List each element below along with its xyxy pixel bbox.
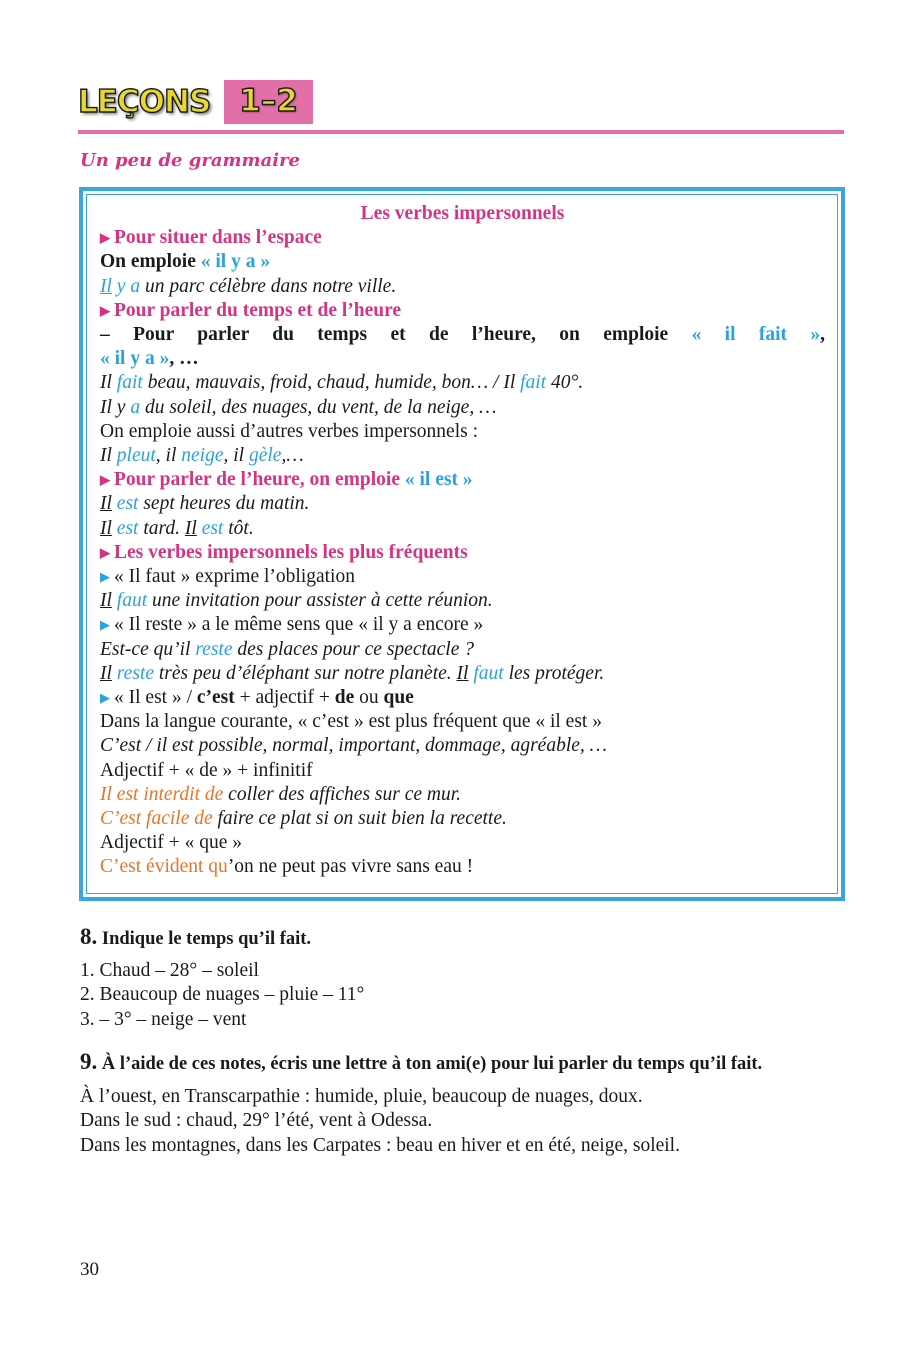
reste-example-1: Est-ce qu’il reste des places pour ce spectacle ? [100,638,475,660]
weather-heading: ▶ Pour parler du temps et de l’heure [100,299,402,321]
adjective-de-example-2: C’est facile de faire ce plat si on suit bien la recette. [100,808,507,830]
lesson-header [78,80,844,140]
page-number: 30 [80,1259,99,1280]
reste-example-2: Il reste très peu d’éléphant sur notre planète. Il faut les protéger. [100,662,605,684]
triangle-bullet-icon: ▶ [100,690,110,706]
weather-example-1: Il fait beau, mauvais, froid, chaud, humide, bon… / Il fait 40°. [100,372,584,394]
list-item: À l’ouest, en Transcarpathie : humide, pluie, beaucoup de nuages, doux. [80,1086,643,1107]
triangle-bullet-icon: ▶ [100,472,110,488]
grammar-title: Les verbes impersonnels [360,203,565,224]
space-example: Il y a un parc célèbre dans notre ville. [100,275,397,297]
cest-common: Dans la langue courante, « c’est » est plus fréquent que « il est » [100,711,602,733]
frequent-heading: ▶ Les verbes impersonnels les plus fréquents [100,541,468,563]
exercise-8-heading: 8. Indique le temps qu’il fait. [80,924,312,949]
weather-rule-line1: – Pour parler du temps et de l’heure, on emploie « il fait », [100,324,825,346]
adjective-que-rule: Adjectif + « que » [100,832,243,854]
section-title: Un peu de grammaire [80,150,301,171]
exercise-8 [80,925,845,1032]
faut-rule: ▶ « Il faut » exprime l’obligation [100,566,355,588]
grammar-box-content [86,194,838,894]
list-item: 2. Beaucoup de nuages – pluie – 11° [80,984,365,1006]
other-verbs-rule: On emploie aussi d’autres verbes impersonnels : [100,420,478,442]
exercise-9 [80,1050,845,1158]
cest-adjectives: C’est / il est possible, normal, important, dommage, agréable, … [100,735,607,757]
triangle-bullet-icon: ▶ [100,230,110,246]
list-item: 3. – 3° – neige – vent [80,1008,247,1030]
adjective-que-example: C’est évident qu’on ne peut pas vivre sans eau ! [100,856,474,878]
faut-example: Il faut une invitation pour assister à cette réunion. [100,590,493,612]
triangle-bullet-icon: ▶ [100,617,110,633]
triangle-bullet-icon: ▶ [100,569,110,585]
weather-rule-line2: « il y a », … [100,348,199,370]
exercise-9-heading: 9. À l’aide de ces notes, écris une lettre à ton ami(e) pour lui parler du temps qu’il fait. [80,1049,763,1074]
list-item: Dans le sud : chaud, 29° l’été, vent à Odessa. [80,1110,433,1132]
other-verbs-example: Il pleut, il neige, il gèle,… [100,445,304,467]
list-item: Dans les montagnes, dans les Carpates : beau en hiver et en été, neige, soleil. [80,1134,680,1156]
lesson-range-badge [224,80,313,124]
hour-heading: ▶ Pour parler de l’heure, on emploie « il est » [100,469,473,491]
lessons-label: LEÇONS [78,84,211,120]
weather-example-2: Il y a du soleil, des nuages, du vent, de la neige, … [100,396,497,418]
hour-example-2: Il est tard. Il est tôt. [100,517,254,539]
lesson-range: 1–2 [239,83,298,119]
grammar-box [79,187,845,901]
hour-example-1: Il est sept heures du matin. [100,493,310,515]
exercise-8-items [80,959,845,1032]
adjective-de-example-1: Il est interdit de coller des affiches sur ce mur. [100,783,462,805]
cest-rule: ▶ « Il est » / c’est + adjectif + de ou que [100,687,414,709]
triangle-bullet-icon: ▶ [100,544,110,560]
reste-rule: ▶ « Il reste » a le même sens que « il y a encore » [100,614,484,636]
space-rule: On emploie « il y a » [100,251,271,273]
exercise-9-items [80,1085,845,1158]
list-item: 1. Chaud – 28° – soleil [80,960,259,981]
triangle-bullet-icon: ▶ [100,302,110,318]
header-rule [78,130,844,134]
adjective-de-rule: Adjectif + « de » + infinitif [100,759,313,781]
space-heading: ▶ Pour situer dans l’espace [100,227,322,249]
